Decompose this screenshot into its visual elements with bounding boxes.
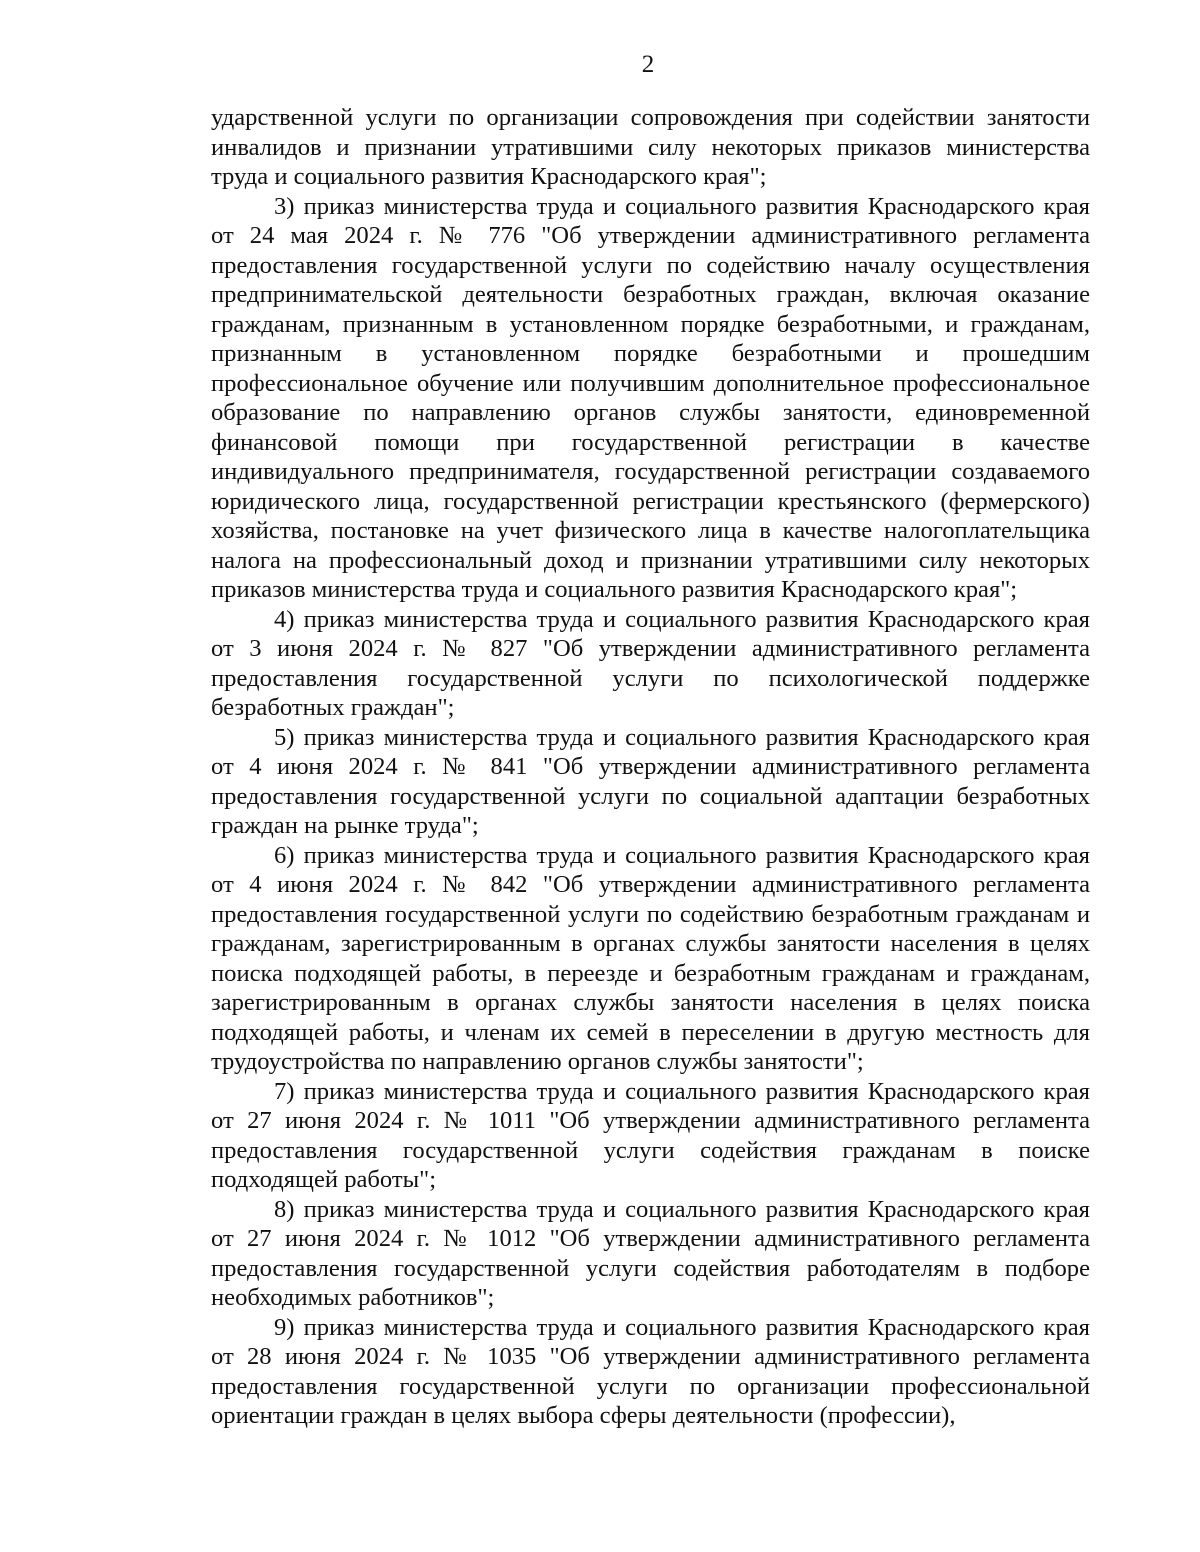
page-number: 2 xyxy=(641,51,655,78)
list-item-6: 6) приказ министерства труда и социального развития Краснодарского края от 4 июня 2024 г. № 842 "Об утверждении административного регламента предоставления государственной услуги по содействию безработным гражданам и гражданам, зарегистрированным в органах службы занятости населения в целях поиска подходящей работы, в переезде и безработным гражданам и гражданам, зарегистрированным в органах службы занятости населения в целях поиска подходящей работы, и членам их семей в переселении в другую местность для трудоустройства по направлению органов службы занятости"; xyxy=(211,841,1090,1075)
paragraph-continuation: ударственной услуги по организации сопровождения при содействии занятости инвалидов и признании утратившими силу некоторых приказов министерства труда и социального развития Краснодарского края"; xyxy=(211,104,1090,190)
list-item-5: 5) приказ министерства труда и социального развития Краснодарского края от 4 июня 2024 г. № 841 "Об утверждении административного регламента предоставления государственной услуги по социальной адаптации безработных граждан на рынке труда"; xyxy=(211,723,1090,839)
list-item-9: 9) приказ министерства труда и социального развития Краснодарского края от 28 июня 2024 г. № 1035 "Об утверждении административного регламента предоставления государственной услуги по организации профессиональной ориентации граждан в целях выбора сферы деятельности (профессии), xyxy=(211,1313,1090,1429)
list-item-4: 4) приказ министерства труда и социального развития Краснодарского края от 3 июня 2024 г. № 827 "Об утверждении административного регламента предоставления государственной услуги по психологической поддержке безработных граждан"; xyxy=(211,605,1090,721)
list-item-8: 8) приказ министерства труда и социального развития Краснодарского края от 27 июня 2024 г. № 1012 "Об утверждении административного регламента предоставления государственной услуги содействия работодателям в подборе необходимых работников"; xyxy=(211,1195,1090,1311)
list-item-7: 7) приказ министерства труда и социального развития Краснодарского края от 27 июня 2024 г. № 1011 "Об утверждении административного регламента предоставления государственной услуги содействия гражданам в поиске подходящей работы"; xyxy=(211,1077,1090,1193)
list-item-3: 3) приказ министерства труда и социального развития Краснодарского края от 24 мая 2024 г. № 776 "Об утверждении административного регламента предоставления государственной услуги по содействию началу осуществления предпринимательской деятельности безработных граждан, включая оказание гражданам, признанным в установленном порядке безработными, и гражданам, признанным в установленном порядке безработными и прошедшим профессиональное обучение или получившим дополнительное профессиональное образование по направлению органов службы занятости, единовременной финансовой помощи при государственной регистрации в качестве индивидуального предпринимателя, государственной регистрации создаваемого юридического лица, государственной регистрации крестьянского (фермерского) хозяйства, постановке на учет физического лица в качестве налогоплательщика налога на профессиональный доход и признании утратившими силу некоторых приказов министерства труда и социального развития Краснодарского края"; xyxy=(211,192,1090,603)
document-body xyxy=(211,103,1090,1431)
